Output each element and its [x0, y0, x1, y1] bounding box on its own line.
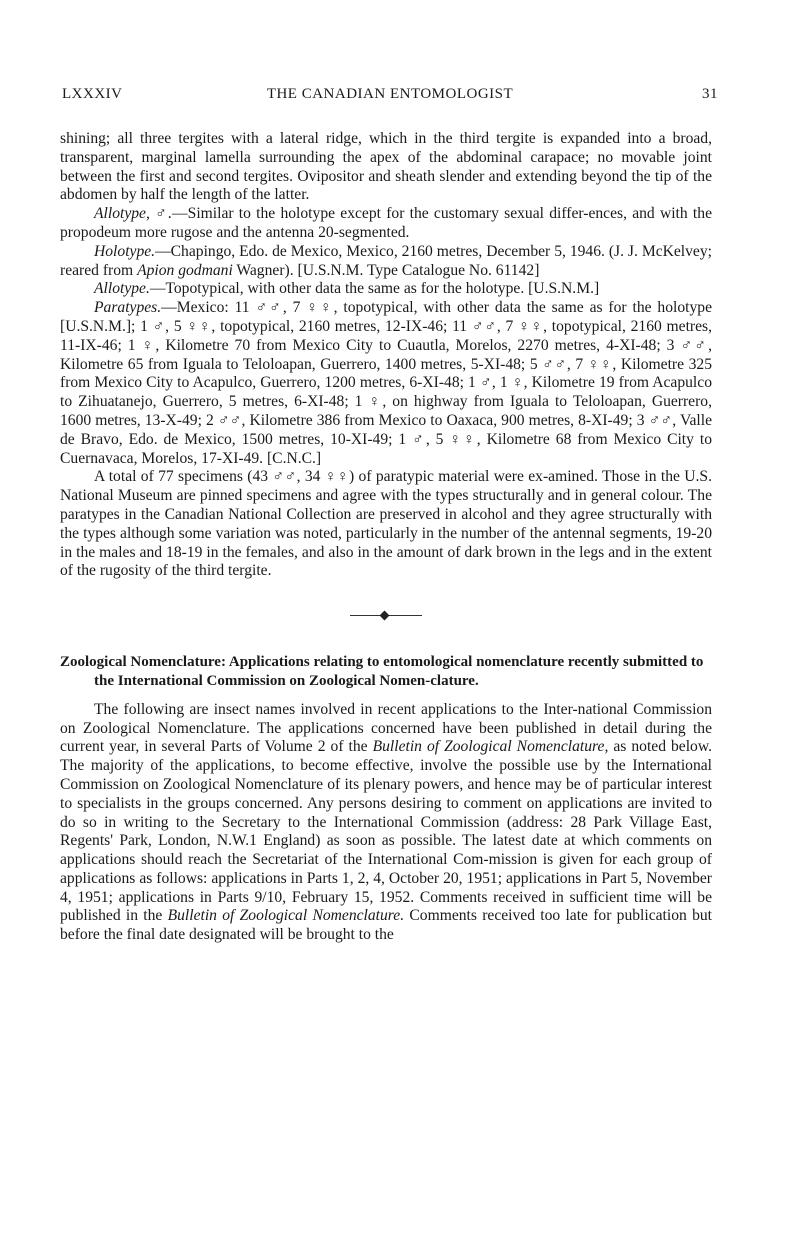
running-head — [62, 86, 718, 110]
paragraph-nomenclature-intro: The following are insect names involved in recent applications to the Inter-national Commission on Zoological Nomenclature. The applications concerned have been published in detail during the current year, in several Parts of Volume 2 of the Bulletin of Zoological Nomenclature, as noted below. The majority of the applications, to become effective, involve the possible use by the International Commission on Zoological Nomenclature of its plenary powers, and hence may be of particular interest to specialists in the groups concerned. Any persons desiring to comment on applications are invited to do so in writing to the Secretary to the International Commission (address: 28 Park Village East, Regents' Park, London, N.W.1 England) as soon as possible. The latest date at which comments on applications should reach the Secretariat of the International Com-mission is given for each group of applications as follows: applications in Parts 1, 2, 4, October 20, 1951; applications in Part 5, November 4, 1951; applications in Parts 9/10, February 15, 1952. Comments received in sufficient time will be published in the Bulletin of Zoological Nomenclature. Comments received too late for publication but before the final date designated will be brought to the — [60, 700, 712, 944]
paragraph-allotype-male: Allotype, ♂.—Similar to the holotype except for the customary sexual differ-ences, and with the propodeum more rugose and the antenna 20-segmented. — [60, 205, 712, 241]
paragraph-paratypes: Paratypes.—Mexico: 11 ♂♂, 7 ♀♀, topotypical, with other data the same as for the holotype [U.S.N.M.]; 1 ♂, 5 ♀♀, topotypical, 2160 metres, 12-IX-46; 11 ♂♂, 7 ♀♀, topotypical, 2160 metres, 11-IX-46; 1 ♀, Kilometre 70 from Mexico City to Cuautla, Morelos, 2270 metres, 4-XI-48; 3 ♂♂, Kilometre 65 from Iguala to Teloloapan, Guerrero, 1400 metres, 5-XI-48; 5 ♂♂, 7 ♀♀, Kilometre 325 from Mexico City to Acapulco, Guerrero, 1200 metres, 6-XI-48; 1 ♂, 1 ♀, Kilometre 19 from Acapulco to Zihuatanejo, Guerrero, 5 metres, 6-XI-48; 1 ♀, on highway from Iguala to Teloloapan, Guerrero, 1600 metres, 13-X-49; 2 ♂♂, Kilometre 386 from Mexico to Oaxaca, 900 metres, 8-XI-49; 3 ♂♂, Valle de Bravo, Edo. de Mexico, 1500 metres, 10-XI-49; 1 ♂, 5 ♀♀, Kilometre 68 from Mexico City to Cuernavaca, Morelos, 17-XI-49. [C.N.C.] — [60, 299, 712, 467]
label-allotype: Allotype. — [94, 280, 150, 298]
bulletin-title: Bulletin of Zoological Nomenclature, — [372, 738, 609, 756]
paragraph-description: shining; all three tergites with a lateral ridge, which in the third tergite is expanded into a broad, transparent, marginal lamella surrounding the apex of the abdominal carapace; no movable joint between the first and second tergites. Ovipositor and sheath slender and extending beyond the tip of the abdomen by half the length of the latter. — [60, 130, 712, 204]
section-divider — [350, 611, 422, 621]
page-body — [60, 130, 712, 945]
journal-title: THE CANADIAN ENTOMOLOGIST — [266, 86, 514, 102]
paragraph-holotype: Holotype.—Chapingo, Edo. de Mexico, Mexico, 2160 metres, December 5, 1946. (J. J. McKelvey; reared from Apion godmani Wagner). [U.S.N.M. Type Catalogue No. 61142] — [60, 242, 712, 279]
label-holotype: Holotype. — [94, 242, 156, 260]
host-species-name: Apion godmani — [137, 261, 233, 279]
paragraph-allotype: Allotype.—Topotypical, with other data the same as for the holotype. [U.S.N.M.] — [94, 280, 600, 298]
section-heading: Zoological Nomenclature: Applications relating to entomological nomenclature recently submitted to the International Commission on Zoological Nomen-clature. — [60, 654, 704, 689]
label-paratypes: Paratypes. — [94, 299, 162, 317]
label-allotype-male: Allotype, ♂. — [94, 205, 173, 223]
page-number: 31 — [702, 86, 718, 102]
bulletin-title-2: Bulletin of Zoological Nomenclature. — [167, 907, 405, 925]
volume-number: LXXXIV — [62, 86, 123, 102]
paragraph-specimens-summary: A total of 77 specimens (43 ♂♂, 34 ♀♀) of paratypic material were ex-amined. Those in the U.S. National Museum are pinned specimens and agree with the types structurally and in general colour. The paratypes in the Canadian National Collection are preserved in alcohol and they agree structurally with the types although some variation was noted, particularly in the number of the antennal segments, 19-20 in the males and 18-19 in the females, and also in the amount of dark brown in the legs and in the extent of the rugosity of the third tergite. — [60, 468, 712, 580]
